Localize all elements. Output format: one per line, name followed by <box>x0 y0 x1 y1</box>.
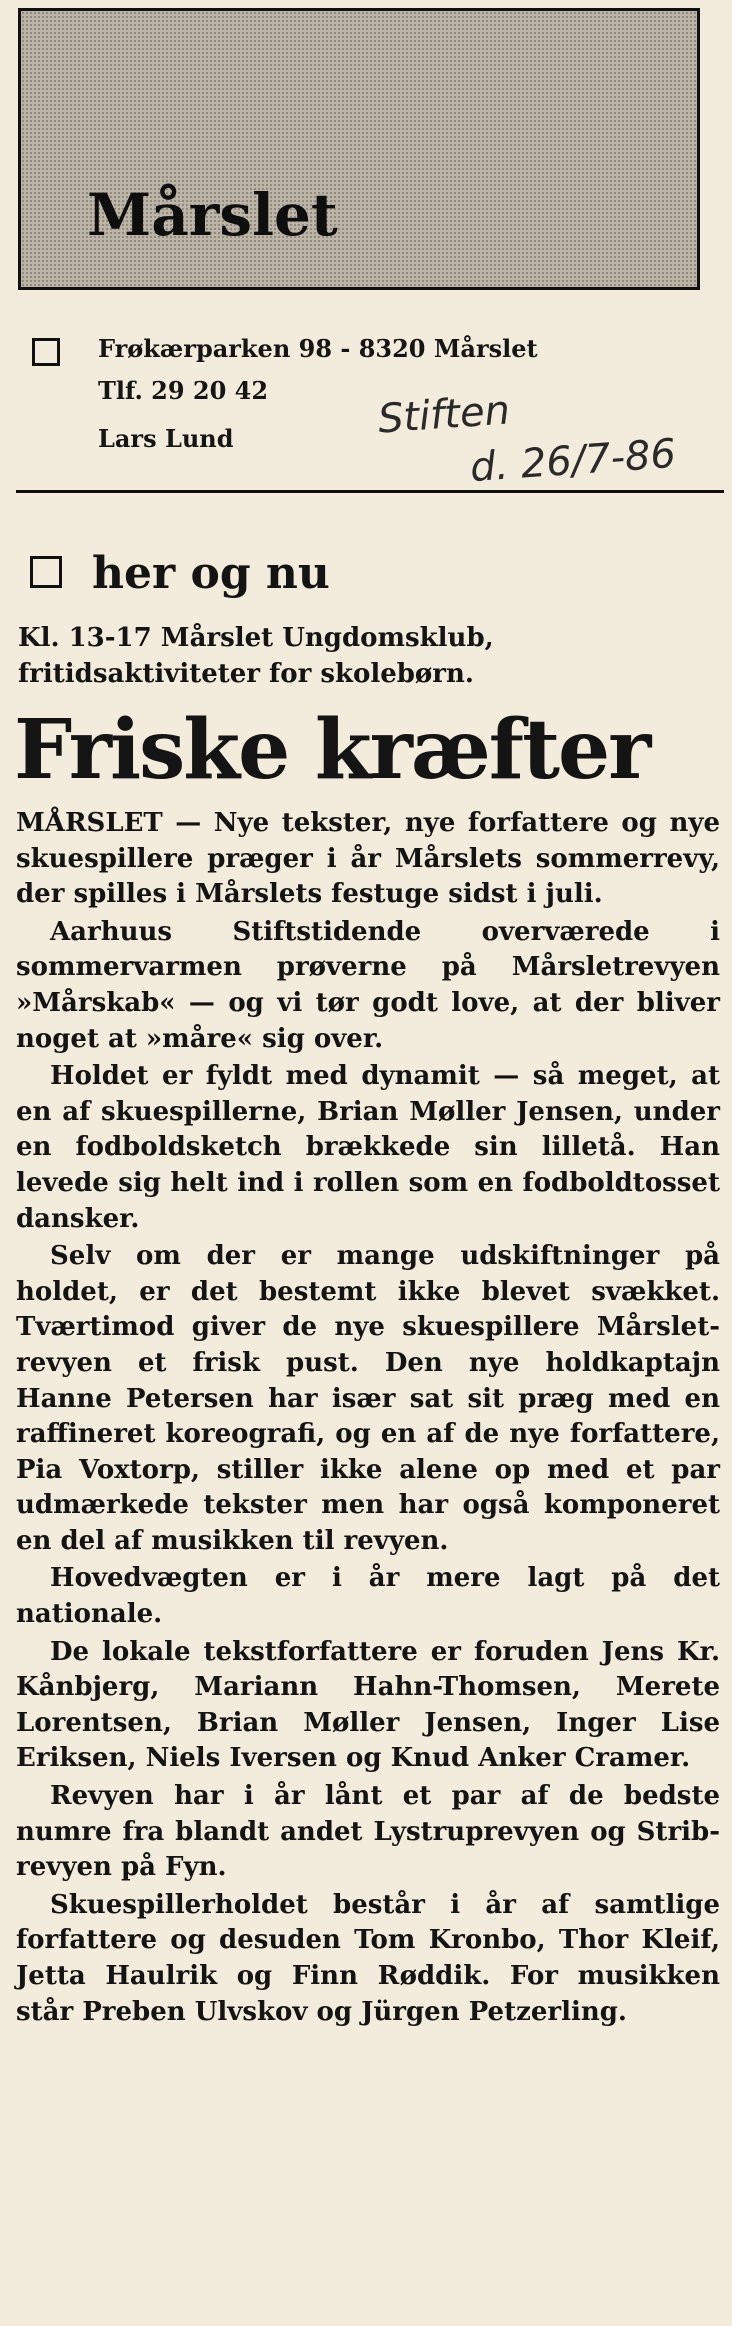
handwritten-note-line1: Stiften <box>376 387 512 443</box>
divider-rule <box>16 490 724 493</box>
article-headline: Friske kræfter <box>14 702 650 798</box>
article-paragraph: MÅRSLET — Nye tekster, nye forfattere og nye skuespillere præger i år Mårslets sommerrevy, der spilles i Mårslets festuge sidst i juli. <box>16 808 720 910</box>
article-paragraph: De lokale tekstforfattere er foruden Jens Kr. Kånbjerg, Mariann Hahn-Thomsen, Merete Lorentsen, Brian Møller Jensen, Inger Lise Eriksen, Niels Iversen og Knud Anker Cramer. <box>16 1636 720 1774</box>
contact-phone: Tlf. 29 20 42 <box>98 376 269 405</box>
article-paragraph: Revyen har i år lånt et par af de bedste numre fra blandt andet Lystruprevyen og Strib-revyen på Fyn. <box>16 1781 720 1883</box>
article-paragraph: Holdet er fyldt med dynamit — så meget, at en af skuespillerne, Brian Møller Jensen, under en fodboldsketch brækkede sin lilletå. Han levede sig helt ind i rollen som en fodboldtosset dansker. <box>16 1061 720 1234</box>
contact-address: Frøkærparken 98 - 8320 Mårslet <box>98 334 538 363</box>
section-checkbox-icon <box>30 556 62 588</box>
article-body <box>16 806 720 2032</box>
contact-checkbox-icon <box>32 338 60 366</box>
contact-name: Lars Lund <box>98 424 234 453</box>
section-intro-text: Kl. 13-17 Mårslet Ungdomsklub, fritidsaktiviteter for skolebørn. <box>18 623 494 689</box>
article-paragraph: Aarhuus Stiftstidende overværede i sommervarmen prøverne på Mårsletrevyen »Mårskab« — og vi tør godt love, at der bliver noget at »måre« sig over. <box>16 916 720 1054</box>
section-heading: her og nu <box>92 548 330 599</box>
article-paragraph: Hovedvægten er i år mere lagt på det nationale. <box>16 1563 720 1630</box>
article-paragraph: Skuespillerholdet består i år af samtlige forfattere og desuden Tom Kronbo, Thor Kleif, Jetta Haulrik og Finn Røddik. For musikken står Preben Ulvskov og Jürgen Petzerling. <box>16 1889 720 2027</box>
masthead-title: Mårslet <box>87 181 338 249</box>
masthead-box <box>18 8 700 290</box>
article-paragraph: Selv om der er mange udskiftninger på holdet, er det bestemt ikke blevet svækket. Tværtimod giver de nye skuespillere Mårslet-revyen et frisk pust. Den nye holdkaptajn Hanne Petersen har især sat sit præg med en raffineret koreografi, og en af de nye forfattere, Pia Voxtorp, stiller ikke alene op med et par udmærkede tekster men har også komponeret en del af musikken til revyen. <box>16 1241 720 1556</box>
handwritten-note-line2: d. 26/7-86 <box>468 430 678 492</box>
